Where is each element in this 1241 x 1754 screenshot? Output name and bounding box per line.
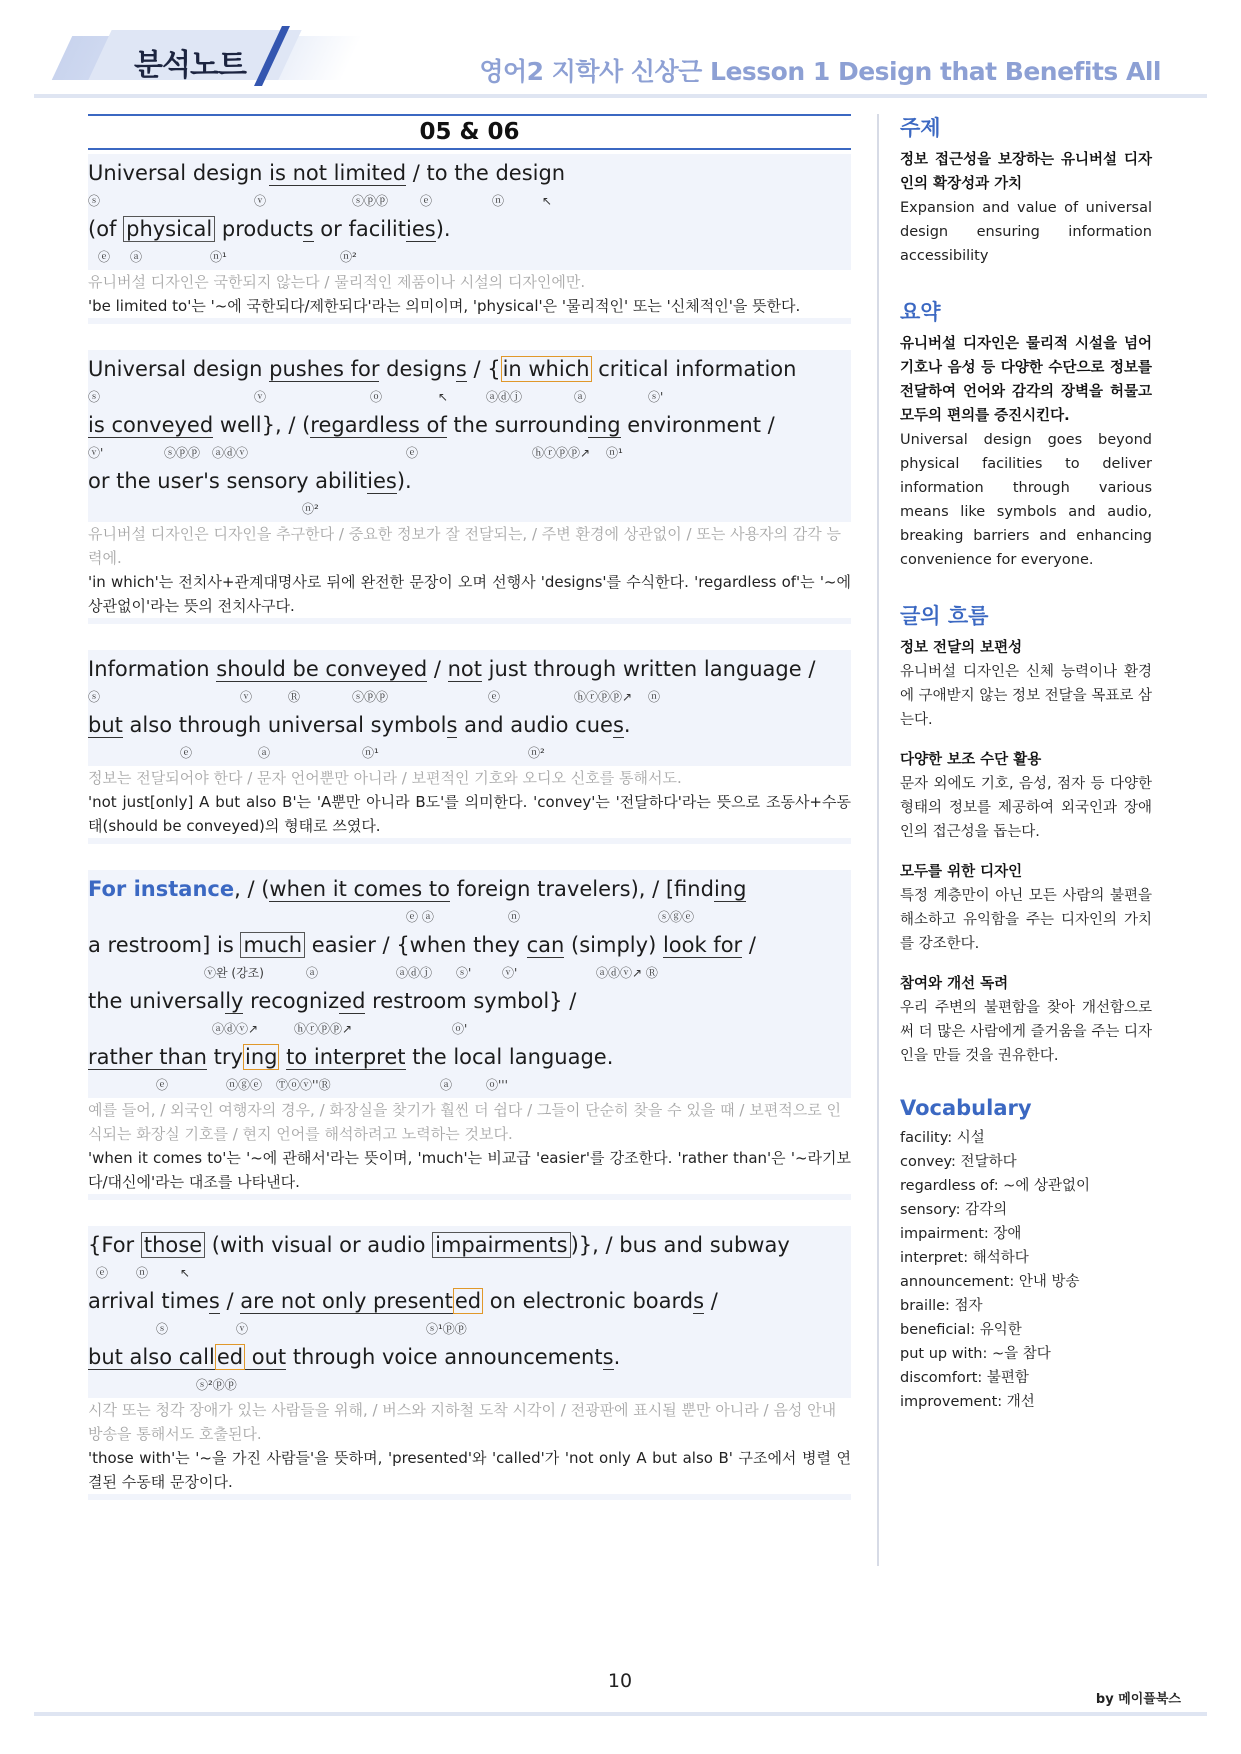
sidebar bbox=[900, 112, 1152, 1442]
mark: ⓗⓡⓟⓟ↗ bbox=[574, 690, 633, 704]
mark: ⓔ bbox=[420, 194, 433, 208]
mark: ⓔ ⓐ bbox=[406, 910, 434, 924]
mark: ⓐ bbox=[574, 390, 587, 404]
grammar-note: 'when it comes to'는 '~에 관해서'라는 뜻이며, 'much'는 비교급 'easier'를 강조한다. 'rather than'은 '~라기보다/대신에'라는 대조를 나타낸다. bbox=[88, 1146, 851, 1194]
sentence-block bbox=[88, 154, 851, 324]
mark: ↖ bbox=[438, 390, 449, 404]
english-line: Universal design is not limited / to the design bbox=[88, 161, 566, 185]
mark: ⓥ' bbox=[88, 446, 104, 460]
summary-korean: 유니버설 디자인은 물리적 시설을 넘어 기호나 음성 등 다양한 수단으로 정보를 전달하여 언어와 감각의 장벽을 허물고 모두의 편의를 증진시킨다. bbox=[900, 336, 1152, 424]
mark: ⓔ bbox=[156, 1078, 169, 1092]
mark: ⓐⓓⓥ↗ bbox=[212, 1022, 259, 1036]
mark: ⓐ bbox=[258, 746, 271, 760]
english-line: (of physical products or facilities). bbox=[88, 217, 451, 241]
flow-item bbox=[900, 636, 1152, 732]
mark: ⓝ² bbox=[340, 250, 357, 264]
english-line: Information should be conveyed / not just through written language / bbox=[88, 657, 816, 681]
mark: ⓗⓡⓟⓟ↗ bbox=[532, 446, 591, 460]
mark: ⓐⓓⓙ bbox=[396, 966, 433, 980]
mark: ⓢⓖⓔ bbox=[658, 910, 695, 924]
grammar-marks bbox=[88, 384, 851, 410]
mark: ⓝ bbox=[648, 690, 661, 704]
mark: ⓢ' bbox=[456, 966, 472, 980]
mark: ⓔ bbox=[96, 1266, 109, 1280]
grammar-note: 'not just[only] A but also B'는 'A뿐만 아니라 B도'를 의미한다. 'convey'는 '전달하다'라는 뜻으로 조동사+수동태(should be conveyed)의 형태로 쓰였다. bbox=[88, 790, 851, 838]
grammar-marks bbox=[88, 684, 851, 710]
mark: ⓝ² bbox=[528, 746, 545, 760]
vocab-item: sensory: 감각의 bbox=[900, 1202, 1008, 1218]
korean-translation: 예를 들어, / 외국인 여행자의 경우, / 화장실을 찾기가 훨씬 더 쉽다 / 그들이 단순히 찾을 수 있을 때 / 보편적으로 인식되는 화장실 기호를 / 현지 언어를 해석하려고 노력하는 것보다. bbox=[88, 1098, 851, 1146]
mark: ⓥ bbox=[254, 194, 267, 208]
sentence-block bbox=[88, 870, 851, 1200]
mark: ⓐ bbox=[306, 966, 319, 980]
mark: ↖ bbox=[180, 1266, 191, 1280]
grammar-note: 'be limited to'는 '~에 국한되다/제한되다'라는 의미이며, 'physical'은 '물리적인' 또는 '신체적인'을 뜻한다. bbox=[88, 294, 851, 318]
grammar-note: 'in which'는 전치사+관계대명사로 뒤에 완전한 문장이 오며 선행사 'designs'를 수식한다. 'regardless of'는 '~에 상관없이'라는 뜻의 전치사구다. bbox=[88, 570, 851, 618]
vocab-item: put up with: ~을 참다 bbox=[900, 1346, 1051, 1362]
flow-item-title: 참여와 개선 독려 bbox=[900, 976, 1009, 992]
publisher-credit: by 메이플북스 bbox=[1095, 1692, 1181, 1707]
korean-translation: 유니버설 디자인은 디자인을 추구한다 / 중요한 정보가 잘 전달되는, / 주변 환경에 상관없이 / 또는 사용자의 감각 능력에. bbox=[88, 522, 851, 570]
header-rule bbox=[34, 94, 1207, 98]
vocab-item: impairment: 장애 bbox=[900, 1226, 1022, 1242]
english-line: {For those (with visual or audio impairments )}, / bus and subway bbox=[88, 1233, 790, 1257]
grammar-marks bbox=[88, 960, 851, 986]
vocabulary-heading: Vocabulary bbox=[900, 1096, 1032, 1120]
vocabulary-section bbox=[900, 1096, 1152, 1414]
mark: ⓔ bbox=[406, 446, 419, 460]
grammar-marks bbox=[88, 496, 851, 522]
grammar-marks bbox=[88, 1372, 851, 1398]
topic-heading: 주제 bbox=[900, 116, 941, 140]
vocab-item: improvement: 개선 bbox=[900, 1394, 1035, 1410]
page-number: 10 bbox=[607, 1670, 633, 1692]
flow-item-text: 유니버설 디자인은 신체 능력이나 환경에 구애받지 않는 정보 전달을 목표로 삼는다. bbox=[900, 664, 1152, 728]
english-line: arrival times / are not only presented on electronic boards / bbox=[88, 1289, 718, 1313]
mark: ⓢ bbox=[88, 194, 101, 208]
mark: ⓞ''' bbox=[486, 1078, 508, 1092]
vocab-item: announcement: 안내 방송 bbox=[900, 1274, 1080, 1290]
vocab-item: braille: 점자 bbox=[900, 1298, 983, 1314]
vocab-item: facility: 시설 bbox=[900, 1130, 985, 1146]
sentence-block bbox=[88, 1226, 851, 1500]
mark: ⓝ¹ bbox=[362, 746, 379, 760]
flow-item-text: 특정 계층만이 아닌 모든 사람의 불편을 해소하고 유익함을 주는 디자인의 가치를 강조한다. bbox=[900, 888, 1152, 952]
header-logo: 분석노트 bbox=[134, 48, 246, 83]
mark: ⓢ' bbox=[648, 390, 664, 404]
mark: ⓐⓓⓥ↗ Ⓡ bbox=[596, 966, 658, 980]
mark: Ⓣⓞⓥ''Ⓡ bbox=[276, 1078, 331, 1092]
mark: ⓝⓖⓔ bbox=[226, 1078, 263, 1092]
grammar-marks bbox=[88, 1072, 851, 1098]
mark: ⓥ' bbox=[502, 966, 518, 980]
summary-heading: 요약 bbox=[900, 300, 941, 324]
mark: ⓥ bbox=[254, 390, 267, 404]
grammar-marks bbox=[88, 1260, 851, 1286]
korean-translation: 유니버설 디자인은 국한되지 않는다 / 물리적인 제품이나 시설의 디자인에만. bbox=[88, 270, 851, 294]
english-line: the universally recognized restroom symbol} / bbox=[88, 989, 577, 1013]
grammar-marks bbox=[88, 1016, 851, 1042]
flow-item-text: 문자 외에도 기호, 음성, 점자 등 다양한 형태의 정보를 제공하여 외국인과 장애인의 접근성을 돕는다. bbox=[900, 776, 1152, 840]
mark: ⓢⓟⓟ bbox=[352, 194, 389, 208]
grammar-marks bbox=[88, 740, 851, 766]
mark: ⓔ bbox=[180, 746, 193, 760]
column-divider bbox=[877, 114, 879, 1566]
flow-item-title: 다양한 보조 수단 활용 bbox=[900, 752, 1042, 768]
flow-section bbox=[900, 600, 1152, 1068]
grammar-note: 'those with'는 '~을 가진 사람들'을 뜻하며, 'presented'와 'called'가 'not only A but also B' 구조에서 병렬 연결된 수동태 문장이다. bbox=[88, 1446, 851, 1494]
mark: ⓝ¹ bbox=[606, 446, 623, 460]
flow-item bbox=[900, 972, 1152, 1068]
grammar-marks bbox=[88, 1316, 851, 1342]
mark: ⓞ bbox=[370, 390, 383, 404]
english-line: but also through universal symbols and audio cues. bbox=[88, 713, 631, 737]
flow-item bbox=[900, 748, 1152, 844]
mark: ⓐ bbox=[130, 250, 143, 264]
topic-english: Expansion and value of universal design ensuring information accessibility bbox=[900, 200, 1152, 264]
mark: ⓝ² bbox=[302, 502, 319, 516]
grammar-marks bbox=[88, 244, 851, 270]
mark: ⓝ bbox=[492, 194, 505, 208]
mark: ⓗⓡⓟⓟ↗ bbox=[294, 1022, 353, 1036]
mark: ⓞ' bbox=[452, 1022, 468, 1036]
grammar-marks bbox=[88, 188, 851, 214]
english-line: but also called out through voice announcements. bbox=[88, 1345, 621, 1369]
english-line: rather than trying to interpret the local language. bbox=[88, 1045, 614, 1069]
english-line: Universal design pushes for designs / {in which critical information bbox=[88, 357, 797, 381]
flow-item-text: 우리 주변의 불편함을 찾아 개선함으로써 더 많은 사람에게 즐거움을 주는 디자인을 만들 것을 권유한다. bbox=[900, 1000, 1152, 1064]
mark: ⓔ bbox=[98, 250, 111, 264]
main-column bbox=[88, 114, 851, 1526]
mark: Ⓡ bbox=[288, 690, 301, 704]
mark: ⓝ bbox=[136, 1266, 149, 1280]
mark: ⓐⓓⓥ bbox=[212, 446, 249, 460]
footer-rule bbox=[34, 1712, 1207, 1716]
vocab-item: convey: 전달하다 bbox=[900, 1154, 1017, 1170]
vocab-item: beneficial: 유익한 bbox=[900, 1322, 1022, 1338]
english-line: a restroom] is much easier / {when they can (simply) look for / bbox=[88, 933, 756, 957]
korean-translation: 정보는 전달되어야 한다 / 문자 언어뿐만 아니라 / 보편적인 기호와 오디오 신호를 통해서도. bbox=[88, 766, 851, 790]
mark: ⓢⓟⓟ bbox=[352, 690, 389, 704]
flow-item-title: 정보 전달의 보편성 bbox=[900, 640, 1023, 656]
mark: ⓢ bbox=[88, 690, 101, 704]
topic-section bbox=[900, 112, 1152, 268]
mark: ⓝ¹ bbox=[210, 250, 227, 264]
mark: ⓔ bbox=[488, 690, 501, 704]
section-title: 05 & 06 bbox=[88, 114, 851, 150]
flow-item bbox=[900, 860, 1152, 956]
header-title: 영어2 지학사 신상근 Lesson 1 Design that Benefits All bbox=[479, 57, 1161, 86]
mark: ⓢ²ⓟⓟ bbox=[196, 1378, 237, 1392]
vocab-item: interpret: 해석하다 bbox=[900, 1250, 1029, 1266]
grammar-marks bbox=[88, 904, 851, 930]
sentence-block bbox=[88, 350, 851, 624]
mark: ⓢ bbox=[88, 390, 101, 404]
mark: ⓐ bbox=[440, 1078, 453, 1092]
mark: ⓥ완 (강조) bbox=[204, 966, 264, 980]
mark: ⓥ bbox=[240, 690, 253, 704]
mark: ↖ bbox=[542, 194, 553, 208]
mark: ⓥ bbox=[236, 1322, 249, 1336]
vocab-item: discomfort: 불편함 bbox=[900, 1370, 1029, 1386]
summary-section bbox=[900, 296, 1152, 572]
vocab-item: regardless of: ~에 상관없이 bbox=[900, 1178, 1090, 1194]
mark: ⓝ bbox=[508, 910, 521, 924]
mark: ⓐⓓⓙ bbox=[486, 390, 523, 404]
topic-korean: 정보 접근성을 보장하는 유니버설 디자인의 확장성과 가치 bbox=[900, 152, 1152, 192]
mark: ⓢⓟⓟ bbox=[164, 446, 201, 460]
korean-translation: 시각 또는 청각 장애가 있는 사람들을 위해, / 버스와 지하철 도착 시각이 / 전광판에 표시될 뿐만 아니라 / 음성 안내 방송을 통해서도 호출된다. bbox=[88, 1398, 851, 1446]
english-line: or the user's sensory abilities). bbox=[88, 469, 412, 493]
mark: ⓢ bbox=[156, 1322, 169, 1336]
grammar-marks bbox=[88, 440, 851, 466]
summary-english: Universal design goes beyond physical facilities to deliver information through various means like symbols and audio, breaking barriers and enhancing convenience for everyone. bbox=[900, 432, 1152, 568]
flow-item-title: 모두를 위한 디자인 bbox=[900, 864, 1023, 880]
english-line: For instance, / (when it comes to foreign travelers), / [finding bbox=[88, 877, 747, 901]
english-line: is conveyed well}, / (regardless of the surrounding environment / bbox=[88, 413, 775, 437]
flow-heading: 글의 흐름 bbox=[900, 604, 989, 628]
sentence-block bbox=[88, 650, 851, 844]
mark: ⓢ¹ⓟⓟ bbox=[426, 1322, 467, 1336]
